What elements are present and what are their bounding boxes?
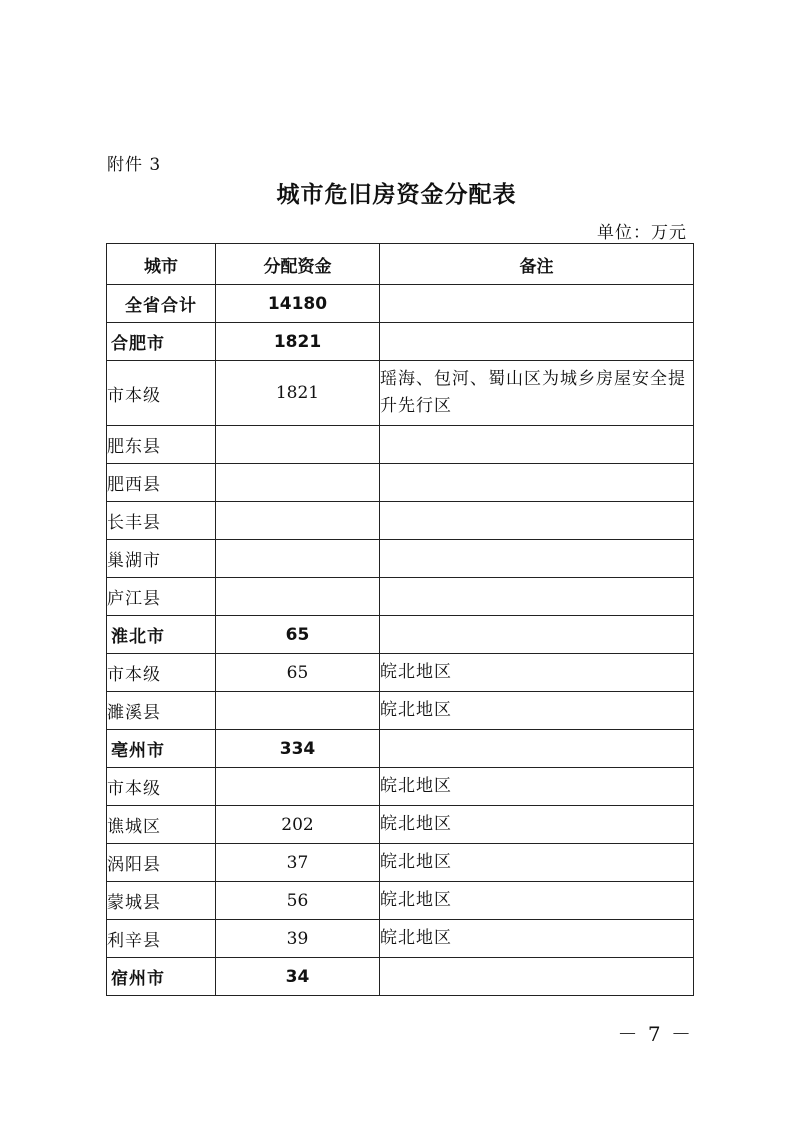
amount-cell: [216, 540, 380, 578]
column-header-city: 城市: [107, 244, 216, 285]
column-header-amount: 分配资金: [216, 244, 380, 285]
table-row: [107, 502, 694, 540]
allocation-table: [106, 243, 694, 996]
remark-cell: 皖北地区: [380, 920, 694, 958]
remark-cell: [380, 502, 694, 540]
page-title: 城市危旧房资金分配表: [276, 182, 517, 208]
remark-cell: [380, 426, 694, 464]
remark-cell: [380, 958, 694, 996]
table-row: [107, 540, 694, 578]
amount-cell: 14180: [216, 285, 380, 323]
city-cell: 市本级: [107, 654, 216, 692]
table-row: [107, 768, 694, 806]
city-cell: 肥东县: [107, 426, 216, 464]
city-cell: 市本级: [107, 361, 216, 426]
amount-cell: 34: [216, 958, 380, 996]
amount-cell: 65: [216, 616, 380, 654]
amount-cell: [216, 426, 380, 464]
amount-cell: [216, 502, 380, 540]
remark-cell: [380, 578, 694, 616]
remark-cell: 皖北地区: [380, 654, 694, 692]
city-cell: 全省合计: [107, 285, 216, 323]
amount-cell: 1821: [216, 323, 380, 361]
amount-cell: 65: [216, 654, 380, 692]
amount-cell: 202: [216, 806, 380, 844]
table-row: [107, 882, 694, 920]
table-row: [107, 920, 694, 958]
table-row: [107, 806, 694, 844]
city-cell: 谯城区: [107, 806, 216, 844]
city-cell: 蒙城县: [107, 882, 216, 920]
remark-cell: 皖北地区: [380, 768, 694, 806]
table-row: [107, 464, 694, 502]
amount-cell: [216, 464, 380, 502]
remark-cell: [380, 323, 694, 361]
city-cell: 巢湖市: [107, 540, 216, 578]
page-number: － 7 －: [617, 1022, 693, 1046]
remark-cell: [380, 540, 694, 578]
amount-cell: 37: [216, 844, 380, 882]
table-row: [107, 692, 694, 730]
amount-cell: [216, 578, 380, 616]
amount-cell: 1821: [216, 361, 380, 426]
remark-cell: [380, 464, 694, 502]
table-row: [107, 730, 694, 768]
amount-cell: 39: [216, 920, 380, 958]
city-cell: 宿州市: [107, 958, 216, 996]
city-cell: 涡阳县: [107, 844, 216, 882]
city-cell: 濉溪县: [107, 692, 216, 730]
table-row: [107, 616, 694, 654]
city-cell: 庐江县: [107, 578, 216, 616]
table-row: [107, 958, 694, 996]
remark-cell: [380, 285, 694, 323]
city-cell: 长丰县: [107, 502, 216, 540]
city-cell: 肥西县: [107, 464, 216, 502]
remark-cell: 瑶海、包河、蜀山区为城乡房屋安全提升先行区: [380, 361, 694, 426]
unit-label: 单位：万元: [597, 223, 687, 243]
table-body: [107, 285, 694, 996]
table-row: [107, 323, 694, 361]
city-cell: 利辛县: [107, 920, 216, 958]
city-cell: 市本级: [107, 768, 216, 806]
city-cell: 淮北市: [107, 616, 216, 654]
remark-cell: 皖北地区: [380, 806, 694, 844]
table-header-row: [107, 244, 694, 285]
column-header-remark: 备注: [380, 244, 694, 285]
table-row: [107, 578, 694, 616]
attachment-label: 附件 3: [107, 155, 162, 175]
amount-cell: [216, 692, 380, 730]
table-row: [107, 844, 694, 882]
amount-cell: 334: [216, 730, 380, 768]
city-cell: 合肥市: [107, 323, 216, 361]
remark-cell: [380, 616, 694, 654]
table-row: [107, 654, 694, 692]
table-row: [107, 285, 694, 323]
amount-cell: 56: [216, 882, 380, 920]
remark-cell: 皖北地区: [380, 692, 694, 730]
city-cell: 亳州市: [107, 730, 216, 768]
remark-cell: 皖北地区: [380, 882, 694, 920]
remark-cell: [380, 730, 694, 768]
amount-cell: [216, 768, 380, 806]
table-row: [107, 361, 694, 426]
remark-cell: 皖北地区: [380, 844, 694, 882]
table-row: [107, 426, 694, 464]
